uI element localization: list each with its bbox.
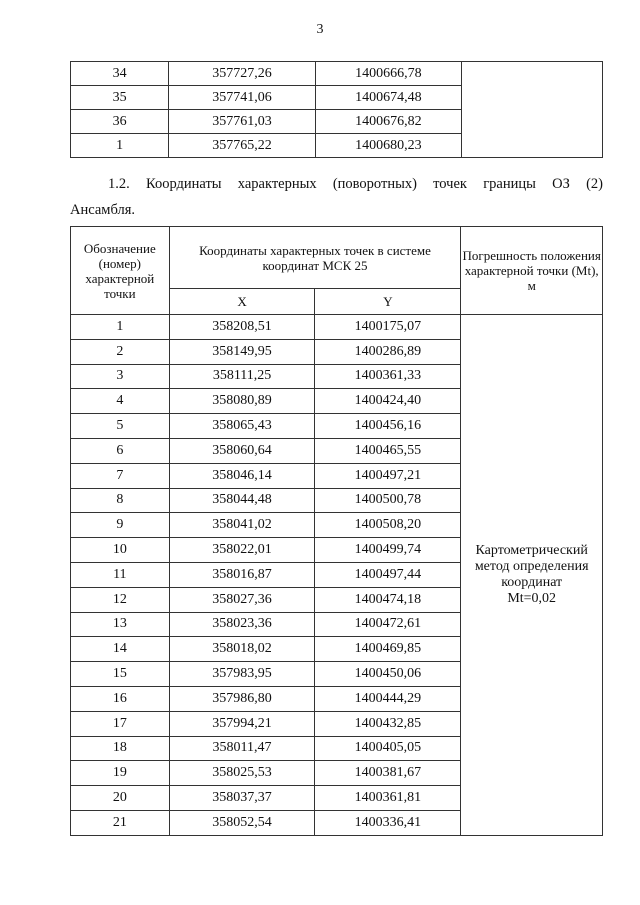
coordinate-x: 358037,37 xyxy=(169,786,315,811)
point-number: 3 xyxy=(71,364,170,389)
point-number: 18 xyxy=(71,736,170,761)
coordinate-x: 358044,48 xyxy=(169,488,315,513)
coordinate-x: 357994,21 xyxy=(169,711,315,736)
point-number: 1 xyxy=(71,134,169,158)
section-heading-line2: Ансамбля. xyxy=(70,202,136,218)
section-heading xyxy=(70,171,603,223)
coordinate-x: 357741,06 xyxy=(169,86,315,110)
header-designation: Обозначение (номер) характерной точки xyxy=(71,227,170,315)
coordinate-x: 358149,95 xyxy=(169,339,315,364)
point-number: 14 xyxy=(71,637,170,662)
coordinates-table-body xyxy=(71,315,603,836)
coordinate-y: 1400676,82 xyxy=(315,110,461,134)
coordinate-x: 358022,01 xyxy=(169,538,315,563)
coordinate-x: 358046,14 xyxy=(169,463,315,488)
coordinate-x: 358060,64 xyxy=(169,438,315,463)
coordinates-table xyxy=(70,226,603,836)
coordinate-x: 357727,26 xyxy=(169,62,315,86)
coordinate-x: 357983,95 xyxy=(169,662,315,687)
method-text-line4: Mt=0,02 xyxy=(507,590,557,606)
coordinate-y: 1400666,78 xyxy=(315,62,461,86)
coordinate-x: 357986,80 xyxy=(169,686,315,711)
point-number: 17 xyxy=(71,711,170,736)
method-text-line3: координат xyxy=(501,574,563,590)
coordinate-y: 1400381,67 xyxy=(315,761,461,786)
coordinate-x: 358080,89 xyxy=(169,389,315,414)
point-number: 19 xyxy=(71,761,170,786)
coordinate-x: 358111,25 xyxy=(169,364,315,389)
coordinate-y: 1400456,16 xyxy=(315,414,461,439)
point-number: 16 xyxy=(71,686,170,711)
header-accuracy: Погрешность положения характерной точки (Mt), м xyxy=(461,227,603,315)
coordinate-y: 1400405,05 xyxy=(315,736,461,761)
point-number: 10 xyxy=(71,538,170,563)
accuracy-cell-empty xyxy=(462,62,603,158)
coordinate-y: 1400474,18 xyxy=(315,587,461,612)
coordinate-y: 1400361,33 xyxy=(315,364,461,389)
coordinate-x: 358025,53 xyxy=(169,761,315,786)
coordinate-x: 357761,03 xyxy=(169,110,315,134)
coordinate-y: 1400444,29 xyxy=(315,686,461,711)
point-number: 13 xyxy=(71,612,170,637)
point-number: 35 xyxy=(71,86,169,110)
header-x: X xyxy=(169,289,315,315)
point-number: 7 xyxy=(71,463,170,488)
coordinate-y: 1400680,23 xyxy=(315,134,461,158)
section-heading-line1: 1.2. Координаты характерных (поворотных) точек границы ОЗ (2) xyxy=(108,176,603,192)
point-number: 36 xyxy=(71,110,169,134)
coordinate-y: 1400472,61 xyxy=(315,612,461,637)
point-number: 34 xyxy=(71,62,169,86)
point-number: 1 xyxy=(71,315,170,340)
coordinate-y: 1400497,21 xyxy=(315,463,461,488)
accuracy-method-cell xyxy=(461,315,603,836)
point-number: 15 xyxy=(71,662,170,687)
coordinate-x: 358011,47 xyxy=(169,736,315,761)
coordinate-y: 1400469,85 xyxy=(315,637,461,662)
coordinate-x: 358027,36 xyxy=(169,587,315,612)
coordinate-x: 358065,43 xyxy=(169,414,315,439)
point-number: 9 xyxy=(71,513,170,538)
point-number: 20 xyxy=(71,786,170,811)
point-number: 2 xyxy=(71,339,170,364)
coordinate-y: 1400450,06 xyxy=(315,662,461,687)
coordinate-y: 1400508,20 xyxy=(315,513,461,538)
coordinate-x: 358041,02 xyxy=(169,513,315,538)
coordinate-y: 1400336,41 xyxy=(315,810,461,835)
table-row xyxy=(71,62,603,86)
point-number: 6 xyxy=(71,438,170,463)
header-y: Y xyxy=(315,289,461,315)
coordinate-y: 1400361,81 xyxy=(315,786,461,811)
coordinate-y: 1400175,07 xyxy=(315,315,461,340)
point-number: 5 xyxy=(71,414,170,439)
coordinate-y: 1400424,40 xyxy=(315,389,461,414)
coordinate-x: 358208,51 xyxy=(169,315,315,340)
point-number: 11 xyxy=(71,562,170,587)
continuation-table-body xyxy=(71,62,603,158)
point-number: 4 xyxy=(71,389,170,414)
method-text-line1: Картометрический xyxy=(475,542,588,558)
coordinate-y: 1400674,48 xyxy=(315,86,461,110)
method-text-line2: метод определения xyxy=(474,558,589,574)
table-row xyxy=(71,315,603,340)
header-coordinates: Координаты характерных точек в системе координат МСК 25 xyxy=(169,227,461,289)
coordinate-y: 1400432,85 xyxy=(315,711,461,736)
point-number: 12 xyxy=(71,587,170,612)
coordinate-y: 1400500,78 xyxy=(315,488,461,513)
coordinate-y: 1400465,55 xyxy=(315,438,461,463)
coordinate-x: 357765,22 xyxy=(169,134,315,158)
point-number: 8 xyxy=(71,488,170,513)
coordinate-y: 1400497,44 xyxy=(315,562,461,587)
continuation-table xyxy=(70,61,603,158)
coordinate-y: 1400499,74 xyxy=(315,538,461,563)
page-number: 3 xyxy=(316,22,324,37)
coordinate-x: 358052,54 xyxy=(169,810,315,835)
coordinate-y: 1400286,89 xyxy=(315,339,461,364)
coordinate-x: 358018,02 xyxy=(169,637,315,662)
coordinate-x: 358016,87 xyxy=(169,562,315,587)
point-number: 21 xyxy=(71,810,170,835)
coordinate-x: 358023,36 xyxy=(169,612,315,637)
